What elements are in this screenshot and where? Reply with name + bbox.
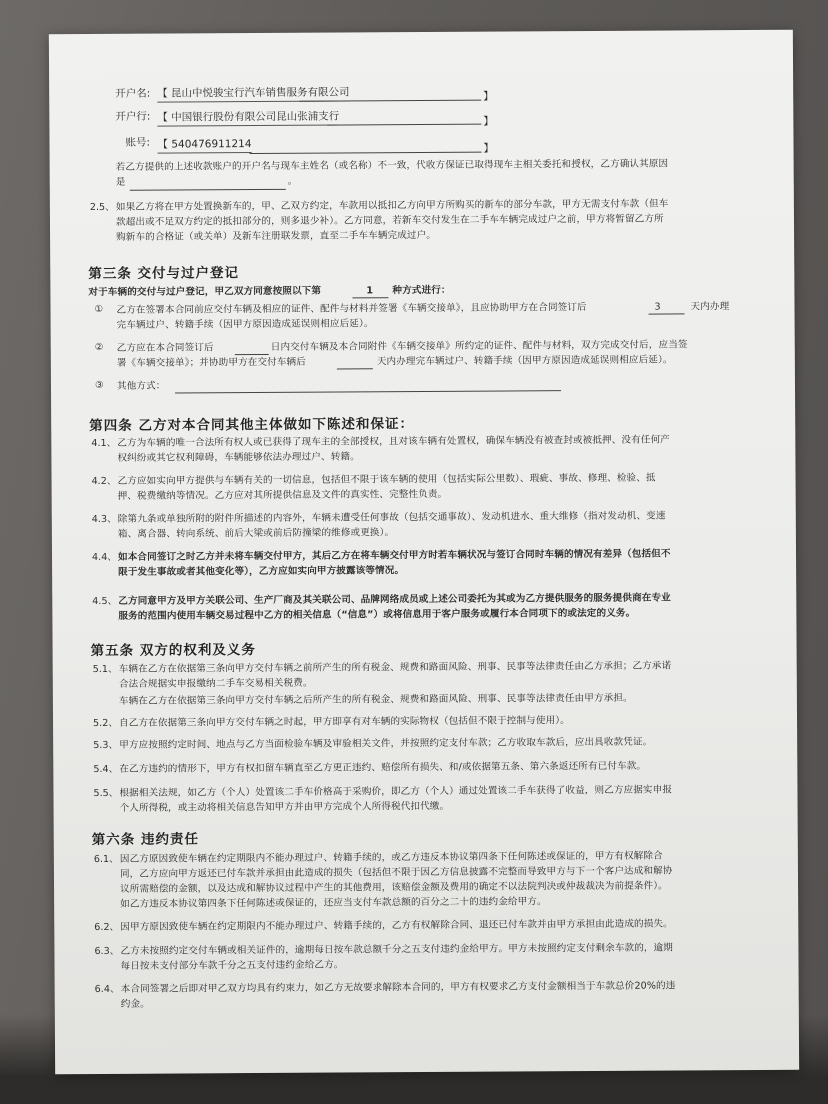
clause-number: 5.3、 — [93, 739, 119, 752]
clause-5-4-line1: 在乙方违约的情形下，甲方有权扣留车辆直至乙方更正违约、赔偿所有损失、和/或依据第五条、第六条返还所有已付车款。 — [119, 760, 647, 775]
clause-number: 5.5、 — [93, 787, 119, 800]
clause-number: 6.3、 — [94, 945, 120, 958]
clause-2-5-line2: 款超出或不足双方约定的抵扣部分的，则多退少补）。乙方同意，若新车交付发生在二手车车辆完成过户之前，甲方将暂留乙方所 — [115, 213, 664, 228]
clause-number: 4.5、 — [92, 595, 118, 608]
underline — [250, 152, 482, 154]
clause-number: 5.1、 — [92, 663, 118, 676]
account-note-line2a: 是 — [115, 176, 126, 188]
blank-line — [649, 313, 685, 314]
clause-6-1-line2: 同，乙方应向甲方返还已付车款并承担由此造成的损失（包括但不限于因乙方信息披露不完整而导致甲方与下一个客户达成和解协 — [119, 865, 673, 880]
option-2-line1b: 日内交付车辆及本合同附件《车辆交接单》所约定的证件、配件与材料，双方完成交付后，应当签 — [270, 339, 688, 353]
underline — [299, 100, 481, 102]
clause-5-1-line1: 车辆在乙方在依据第三条向甲方交付车辆之前所产生的所有税金、规费和路面风险、刑事、民事等法律责任由乙方承担；乙方承诺 — [118, 660, 672, 675]
option-3-line1: 其他方式： — [116, 380, 166, 392]
clause-2-5-line1: 如果乙方将在甲方处置换新车的，甲、乙双方约定，车款用以抵扣乙方向甲方所购买的新车的部分车款，甲方无需支付车款（但车 — [115, 198, 669, 213]
clause-4-3-line1: 除第九条或单独所附的附件所描述的内容外，车辆未遭受任何事故（包括交通事故）、发动机进水、重大维修（指对发动机、变速 — [117, 510, 666, 525]
account-name-label: 开户名: — [115, 87, 151, 100]
blank-line — [352, 297, 388, 298]
blank-line — [235, 354, 269, 355]
clause-2-5-line3: 购新车的合格证（或关单）及新车注册联发票，直至二手车车辆完成过户。 — [116, 229, 437, 243]
clause-6-1-line3: 议所需赔偿的金额，以及达成和解协议过程中产生的其他费用，该赔偿金额及费用的确定不以法院判决或仲裁裁决为前提条件）。 — [120, 880, 668, 895]
article-3-intro-a: 对于车辆的交付与过户登记，甲乙双方同意按照以下第 — [88, 285, 322, 299]
option-2-line2a: 署《车辆交接单》；并协助甲方在交付车辆后 — [116, 356, 306, 369]
option-1-marker: ① — [94, 303, 104, 316]
option-1-line2: 完车辆过户、转籍手续（因甲方原因造成延误则相应后延）。 — [116, 318, 374, 331]
article-6-title: 第六条 违约责任 — [91, 831, 200, 849]
account-note-line2b: 。 — [287, 175, 298, 187]
bank-value: 【 中国银行股份有限公司昆山张浦支行 — [157, 109, 339, 127]
option-2-marker: ② — [94, 341, 104, 354]
blank-line — [175, 390, 561, 393]
account-no-value: 【 540476911214 — [157, 136, 251, 154]
clause-4-5-line1: 乙方同意甲方及甲方关联公司、生产厂商及其关联公司、品牌网络成员或上述公司委托为其或为乙方提供服务的服务提供商在专业 — [118, 592, 671, 607]
clause-number: 5.2、 — [93, 717, 118, 730]
bracket-close: 】 — [483, 115, 494, 128]
option-1-days: 3 — [654, 301, 661, 313]
article-3-option-number: 1 — [366, 285, 374, 297]
clause-number: 4.4、 — [91, 551, 117, 564]
clause-5-1-line2: 合法合规据实申报缴纳二手车交易相关税费。 — [118, 677, 313, 690]
clause-4-4-line1: 如本合同签订之时乙方并未将车辆交付甲方，其后乙方在将车辆交付甲方时若车辆状况与签订合同时车辆的情况有差异（包括但不 — [117, 548, 671, 563]
blank-line — [130, 189, 286, 191]
clause-4-2-line2: 押、税费缴纳等情况。乙方应对其所提供信息及文件的真实性、完整性负责。 — [117, 488, 448, 502]
underline — [327, 124, 481, 126]
account-no-label: 账号: — [125, 136, 151, 149]
clause-5-1-line3: 车辆在乙方在依据第三条向甲方交付车辆之后所产生的所有税金、规费和路面风险、刑事、民事等法律责任由甲方承担。 — [118, 692, 633, 707]
option-1-line1a: 乙方在签署本合同前应交付车辆及相应的证件、配件与材料并签署《车辆交接单》，且应协助甲方在合同签订后 — [116, 302, 587, 316]
clause-6-1-line4: 如乙方违反本协议第四条下任何陈述或保证的，还应当支付车款总额的百分之二十的违约金给甲方。 — [120, 896, 547, 910]
option-1-line1b: 天内办理 — [690, 301, 730, 313]
clause-number: 4.2、 — [91, 475, 117, 488]
clause-6-4-line1: 本合同签署之后即对甲乙双方均具有约束力，如乙方无故要求解除本合同的，甲方有权要求乙方支付金额相当于车款总价20%的违 — [120, 980, 676, 995]
clause-number: 5.4、 — [93, 763, 119, 776]
clause-5-2-line1: 自乙方在依据第三条向甲方交付车辆之时起，甲方即享有对车辆的实际物权（包括但不限于控制与使用）。 — [119, 715, 570, 729]
bracket-close: 】 — [483, 90, 494, 103]
bank-label: 开户行: — [115, 110, 151, 123]
option-2-line1a: 乙方应在本合同签订后 — [116, 342, 214, 354]
article-4-title: 第四条 乙方对本合同其他主体做如下陈述和保证： — [89, 416, 414, 435]
article-3-intro-b: 种方式进行： — [392, 284, 451, 297]
clause-6-4-line2: 约金。 — [120, 998, 150, 1010]
bracket-close: 】 — [483, 142, 495, 155]
option-2-line2b: 天内办理完车辆过户、转籍手续（因甲方原因造成延误则相应后延）。 — [376, 354, 673, 368]
clause-6-1-line1: 因乙方原因致使车辆在约定期限内不能办理过户、转籍手续的，或乙方违反本协议第四条下任何陈述或保证的，甲方有权解除合 — [119, 850, 663, 865]
clause-number: 2.5、 — [89, 201, 115, 214]
article-3-title: 第三条 交付与过户登记 — [88, 265, 240, 283]
clause-4-4-line2: 限于发生事故或者其他变化等），乙方应如实向甲方披露该等情况。 — [118, 565, 405, 578]
option-3-marker: ③ — [94, 379, 104, 392]
clause-4-2-line1: 乙方应如实向甲方提供与车辆有关的一切信息，包括但不限于该车辆的使用（包括实际公里数）、瑕疵、事故、修理、检验、抵 — [117, 472, 656, 487]
article-5-title: 第五条 双方的权利及义务 — [90, 642, 256, 660]
clause-number: 4.1、 — [91, 437, 117, 450]
account-note-line1: 若乙方提供的上述收款账户的开户名与现车主姓名（或名称）不一致，代收方保证已取得现车主相关委托和授权，乙方确认其原因 — [115, 158, 669, 173]
clause-5-5-line2: 个人所得税，或主动将相关信息告知甲方并由甲方完成个人所得税代扣代缴。 — [119, 800, 450, 814]
blank-line — [337, 368, 373, 369]
clause-5-5-line1: 根据相关法规，如乙方（个人）处置该二手车价格高于采购价，即乙方（个人）通过处置该二手车获得了收益，则乙方应据实申报 — [119, 784, 673, 799]
contract-page — [49, 30, 799, 1075]
clause-5-3-line1: 甲方应按照约定时间、地点与乙方当面检验车辆及审验相关文件，并按照约定支付车款；乙方收取车款后，应出具收款凭证。 — [119, 736, 653, 751]
clause-4-1-line1: 乙方为车辆的唯一合法所有权人或已获得了现车主的全部授权，且对该车辆有处置权，确保车辆没有被查封或被抵押、没有任何产 — [117, 434, 670, 449]
clause-4-5-line2: 服务的范围内使用车辆交易过程中乙方的相关信息（“信息”）或将信息用于客户服务或履行本合同项下的或法定的义务。 — [118, 607, 636, 622]
clause-number: 6.4、 — [94, 983, 120, 996]
clause-6-3-line2: 每日按未支付部分车款千分之五支付违约金给乙方。 — [120, 959, 344, 972]
clause-4-3-line2: 箱、离合器、转向系统、前后大梁或前后防撞梁的维修或更换）。 — [117, 527, 395, 540]
clause-6-2-line1: 因甲方原因致使车辆在约定期限内不能办理过户、转籍手续的，乙方有权解除合同、退还已付车款并由甲方承担由此造成的损失。 — [120, 918, 673, 933]
clause-4-1-line2: 权纠纷或其它权利障碍，车辆能够依法办理过户、转籍。 — [117, 451, 360, 464]
clause-number: 6.2、 — [94, 921, 120, 934]
clause-number: 6.1、 — [93, 853, 119, 866]
account-name-value: 【 昆山中悦骏宝行汽车销售服务有限公司 — [157, 84, 349, 102]
clause-number: 4.3、 — [91, 513, 117, 526]
clause-6-3-line1: 乙方未按照约定交付车辆或相关证件的，逾期每日按车款总额千分之五支付违约金给甲方。甲方未按照约定支付剩余车款的，逾期 — [120, 942, 674, 957]
